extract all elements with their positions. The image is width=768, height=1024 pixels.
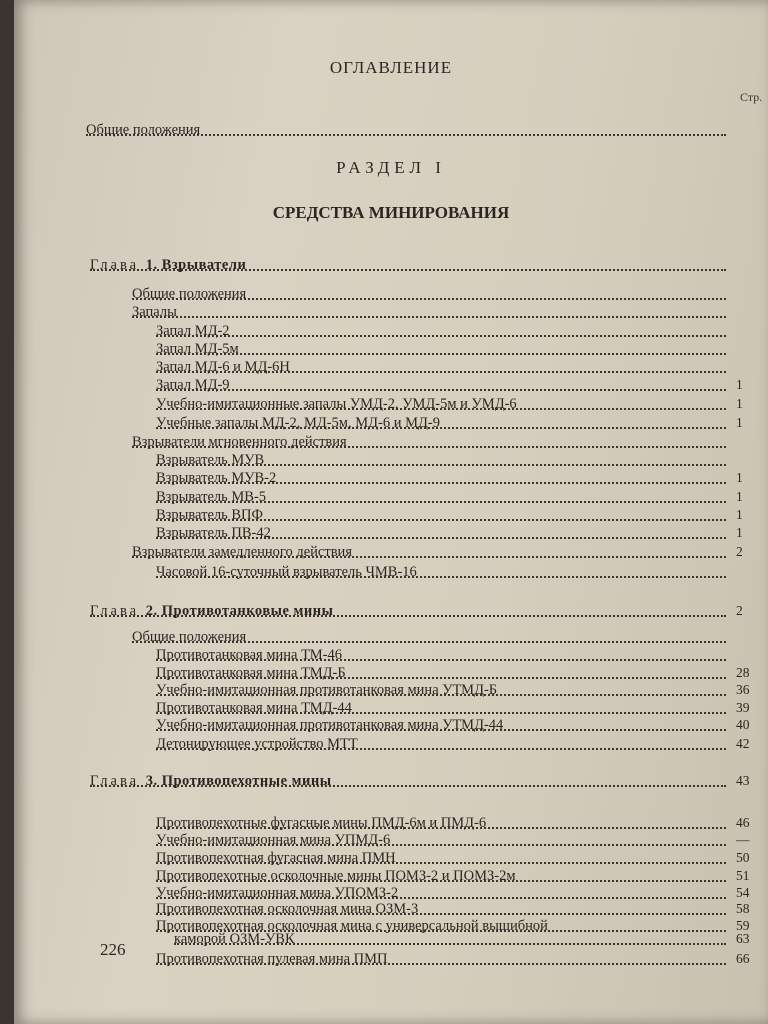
toc-entry: Запал МД-5м [156, 340, 726, 358]
toc-entry: Противотанковая мина ТМД-44 [156, 699, 726, 717]
toc-entry: Взрыватели замедленного действия [132, 543, 726, 561]
toc-entry: Взрыватель ПВ-42 [156, 524, 726, 542]
toc-page-number: 58 [736, 901, 750, 916]
toc-entry: Взрыватель МУВ [156, 451, 726, 469]
toc-page-number: 43 [736, 773, 750, 788]
toc-page-number: 1 [736, 470, 743, 485]
toc-entry: Запал МД-6 и МД-6Н [156, 358, 726, 376]
toc-page-number: 1 [736, 415, 743, 430]
toc-page-number: 51 [736, 868, 750, 883]
page-title: ОГЛАВЛЕНИЕ [329, 58, 453, 77]
toc-entry: Взрыватель ВПФ [156, 506, 726, 524]
toc-entry: Запал МД-9 [156, 376, 726, 394]
toc-entry: Противопехотная пулевая мина ПМП [156, 950, 726, 968]
toc-entry: Взрыватель МВ-5 [156, 488, 726, 506]
toc-page-number: 54 [736, 885, 750, 900]
toc-entry: Учебно-имитационная мина УПМД-6 [156, 831, 726, 849]
toc-entry: Учебно-имитационная противотанковая мина УТМД-44 [156, 716, 726, 734]
toc-entry: Противопехотная фугасная мина ПМН [156, 849, 726, 867]
toc-entry: Детонирующее устройство МТТ [156, 735, 726, 753]
toc-entry: Учебные запалы МД-2, МД-5м, МД-6 и МД-9 [156, 414, 726, 432]
toc-entry: Общие положения [132, 628, 726, 646]
toc-entry: Противопехотные фугасные мины ПМД-6м и ПМД-6 [156, 814, 726, 832]
toc-entry: Часовой 16-суточный взрыватель ЧМВ-16 [156, 563, 726, 581]
toc-page-number: 1 [736, 377, 743, 392]
toc-page-number: 59 [736, 918, 750, 933]
toc-page-number: 42 [736, 736, 750, 751]
toc-entry: Противотанковая мина ТМ-46 [156, 646, 726, 664]
toc-entry: каморой ОЗМ-УВК [174, 930, 726, 948]
book-page [14, 0, 768, 1024]
toc-page-number: 66 [736, 951, 750, 966]
toc-page-number: 39 [736, 700, 750, 715]
page-number: 226 [100, 940, 126, 959]
toc-entry: Запалы [132, 303, 726, 321]
toc-entry: Противотанковая мина ТМД-Б [156, 664, 726, 682]
toc-page-number: — [736, 832, 750, 847]
toc-entry: Учебно-имитационные запалы УМД-2, УМД-5м и УМД-6 [156, 395, 726, 413]
toc-page-number: 40 [736, 717, 750, 732]
toc-entry: Взрыватели мгновенного действия [132, 433, 726, 451]
toc-page-number: 63 [736, 931, 750, 946]
toc-intro: Общие положения [86, 121, 726, 139]
toc-page-number: 2 [736, 603, 743, 618]
toc-entry: Учебно-имитационная мина УПОМЗ-2 [156, 884, 726, 902]
toc-page-number: 1 [736, 396, 743, 411]
toc-page-number: 1 [736, 489, 743, 504]
section-label: РАЗДЕЛ I [336, 158, 446, 177]
toc-entry: Запал МД-2 [156, 322, 726, 340]
toc-entry: Общие положения [132, 285, 726, 303]
toc-chapter: Глава 3. Противопехотные мины [90, 772, 726, 790]
page-column-label: Стр. [740, 90, 763, 104]
toc-entry: Взрыватель МУВ-2 [156, 469, 726, 487]
toc-page-number: 1 [736, 525, 743, 540]
toc-page-number: 2 [736, 544, 743, 559]
toc-entry: Учебно-имитационная противотанковая мина УТМД-Б [156, 681, 726, 699]
toc-page-number: 46 [736, 815, 750, 830]
toc-page-number: 1 [736, 507, 743, 522]
toc-chapter: Глава 2. Противотанковые мины [90, 602, 726, 620]
toc-entry: Противопехотная осколочная мина с универсальной вышибной [156, 917, 726, 935]
toc-entry: Противопехотные осколочные мины ПОМЗ-2 и ПОМЗ-2м [156, 867, 726, 885]
toc-chapter: Глава 1. Взрыватели [90, 256, 726, 274]
toc-entry: Противопехотная осколочная мина ОЗМ-3 [156, 900, 726, 918]
section-title: СРЕДСТВА МИНИРОВАНИЯ [272, 203, 510, 222]
toc-page-number: 36 [736, 682, 750, 697]
toc-page-number: 28 [736, 665, 750, 680]
toc-page-number: 50 [736, 850, 750, 865]
